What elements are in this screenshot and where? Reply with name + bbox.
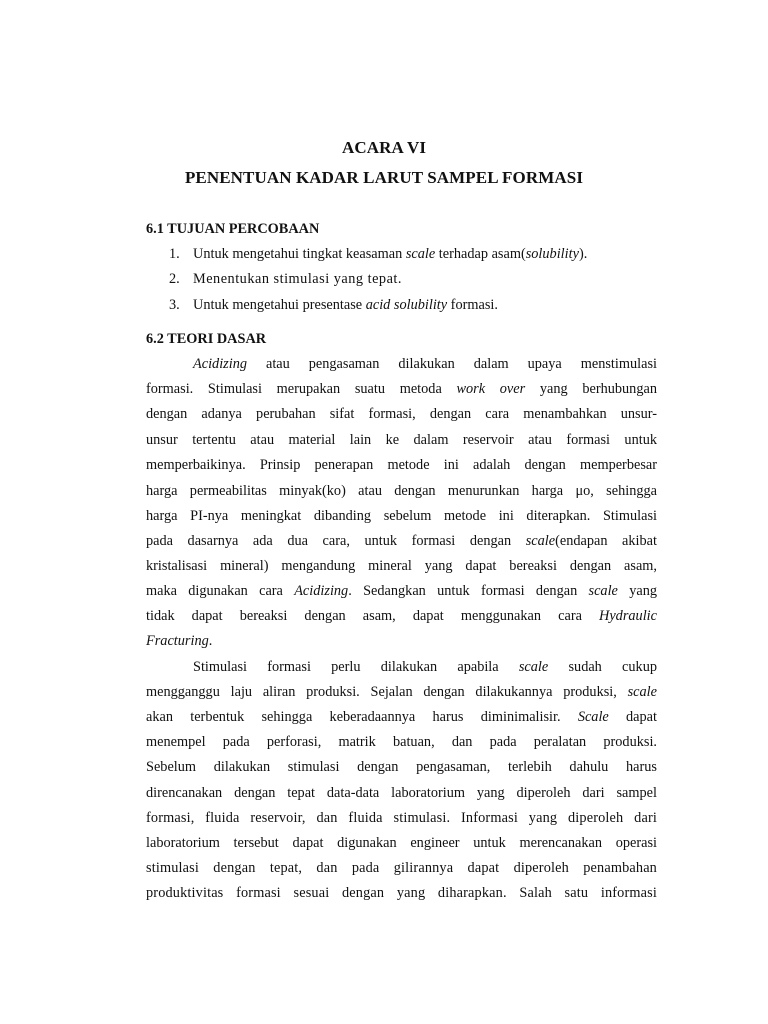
italic-term: Acidizing (193, 356, 248, 372)
text-segment: maka digunakan cara (146, 583, 295, 599)
italic-term: Scale (577, 709, 609, 725)
paragraph-line: formasi, fluida reservoir, dan fluida stimulasi. Informasi yang diperoleh dari (146, 810, 657, 826)
text-segment: atau pengasaman dilakukan dalam upaya menstimulasi (247, 356, 657, 372)
paragraph-line (193, 659, 657, 676)
list-item-number: 1. (169, 246, 180, 262)
paragraph-line: memperbaikinya. Prinsip penerapan metode ini adalah dengan memperbesar (146, 457, 657, 473)
text-segment: tidak dapat bereaksi dengan asam, dapat menggunakan cara (146, 608, 600, 624)
text-segment: ). (578, 246, 588, 262)
italic-term: Fracturing (146, 633, 209, 649)
paragraph-line (193, 356, 657, 373)
paragraph-line: menempel pada perforasi, matrik batuan, dan pada peralatan produksi. (146, 734, 657, 750)
paragraph-line: laboratorium tersebut dapat digunakan engineer untuk merencanakan operasi (146, 835, 657, 851)
italic-term: scale (627, 684, 657, 700)
paragraph-line (146, 709, 657, 726)
paragraph-line (146, 684, 657, 701)
text-segment: formasi. Stimulasi merupakan suatu metoda (146, 381, 457, 397)
paragraph-line (146, 533, 657, 550)
text-segment: terhadap asam( (435, 246, 526, 262)
list-item-number: 3. (169, 297, 180, 313)
text-segment: . (208, 633, 213, 649)
paragraph-line (146, 608, 657, 625)
paragraph-line: harga permeabilitas minyak(ko) atau dengan menurunkan harga μo, sehingga (146, 483, 657, 499)
paragraph-line: kristalisasi mineral) mengandung mineral yang dapat bereaksi dengan asam, (146, 558, 657, 574)
section-heading-tujuan: 6.1 TUJUAN PERCOBAAN (146, 221, 320, 237)
italic-term: Acidizing (294, 583, 349, 599)
italic-term: Hydraulic (599, 608, 657, 624)
text-segment: dapat (608, 709, 657, 725)
italic-term: scale (525, 533, 556, 549)
italic-term: scale (405, 246, 436, 262)
document-title: PENENTUAN KADAR LARUT SAMPEL FORMASI (184, 168, 584, 187)
text-segment: yang (617, 583, 657, 599)
text-segment: pada dasarnya ada dua cara, untuk formasi dengan (146, 533, 526, 549)
text-segment: . Sedangkan untuk formasi dengan (348, 583, 589, 599)
italic-term: scale (518, 659, 549, 675)
italic-term: scale (588, 583, 618, 599)
paragraph-line: unsur tertentu atau material lain ke dalam reservoir atau formasi untuk (146, 432, 657, 448)
text-segment: akan terbentuk sehingga keberadaannya harus diminimalisir. (146, 709, 578, 725)
italic-term: solubility (525, 246, 579, 262)
paragraph-line (146, 633, 657, 650)
section-heading-teori: 6.2 TEORI DASAR (146, 331, 267, 347)
text-segment: (endapan akibat (555, 533, 657, 549)
list-item-text (193, 246, 587, 263)
paragraph-line: harga PI-nya meningkat dibanding sebelum metode ini diterapkan. Stimulasi (146, 508, 657, 524)
paragraph-line (146, 583, 657, 600)
list-item-text: Menentukan stimulasi yang tepat. (193, 271, 402, 287)
paragraph-line: produktivitas formasi sesuai dengan yang diharapkan. Salah satu informasi (146, 885, 657, 901)
text-segment: Untuk mengetahui presentase (193, 297, 366, 313)
paragraph-line: Sebelum dilakukan stimulasi dengan pengasaman, terlebih dahulu harus (146, 759, 657, 775)
list-item-text (193, 297, 498, 314)
list-item-number: 2. (169, 271, 180, 287)
paragraph-line (146, 381, 657, 398)
text-segment: formasi. (447, 297, 498, 313)
italic-term: work over (456, 381, 526, 397)
italic-term: acid solubility (365, 297, 448, 313)
text-segment: Stimulasi formasi perlu dilakukan apabila (193, 659, 519, 675)
text-segment: yang berhubungan (525, 381, 657, 397)
paragraph-line: dengan adanya perubahan sifat formasi, dengan cara menambahkan unsur- (146, 406, 657, 422)
text-segment: sudah cukup (548, 659, 657, 675)
paragraph-line: stimulasi dengan tepat, dan pada gilirannya dapat diperoleh penambahan (146, 860, 657, 876)
text-segment: Untuk mengetahui tingkat keasaman (193, 246, 406, 262)
paragraph-line: direncanakan dengan tepat data-data laboratorium yang diperoleh dari sampel (146, 785, 657, 801)
chapter-title: ACARA VI (341, 138, 427, 157)
text-segment: mengganggu laju aliran produksi. Sejalan dengan dilakukannya produksi, (146, 684, 628, 700)
